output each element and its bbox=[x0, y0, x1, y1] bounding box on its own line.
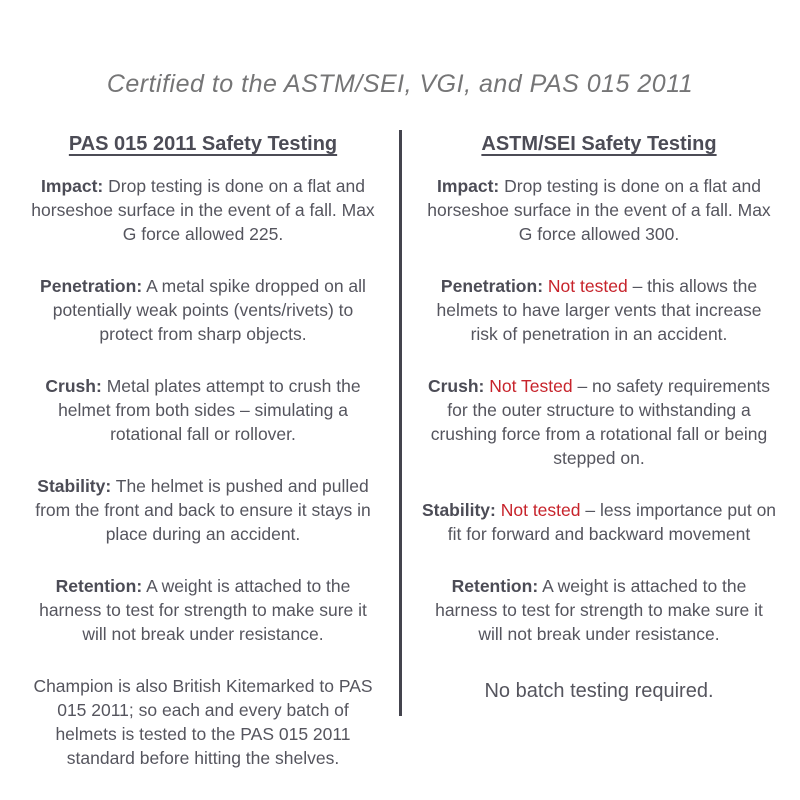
not-tested-highlight: Not Tested bbox=[489, 376, 573, 396]
paragraph-retention bbox=[25, 574, 381, 646]
paragraph-text: Drop testing is done on a flat and horseshoe surface in the event of a fall. Max G force allowed 300. bbox=[427, 176, 771, 244]
astm-sei-heading: ASTM/SEI Safety Testing bbox=[481, 133, 717, 155]
paragraph-text: Drop testing is done on a flat and horseshoe surface in the event of a fall. Max G force allowed 225. bbox=[31, 176, 375, 244]
paragraph-label: Impact: bbox=[437, 176, 500, 196]
paragraph-label: Penetration: bbox=[440, 276, 544, 296]
paragraph-text: The helmet is pushed and pulled from the front and back to ensure it stays in place during an accident. bbox=[35, 476, 371, 544]
not-tested-highlight: Not tested bbox=[547, 276, 628, 296]
paragraph-text: No batch testing required. bbox=[484, 680, 714, 702]
paragraph-text: A weight is attached to the harness to test for strength to make sure it will not break under resistance. bbox=[435, 576, 763, 644]
not-tested-highlight: Not tested bbox=[500, 500, 581, 520]
paragraph-kitemark-note bbox=[25, 674, 381, 770]
paragraph-impact bbox=[25, 174, 381, 246]
paragraph-penetration bbox=[25, 274, 381, 346]
paragraph-stability bbox=[25, 474, 381, 546]
paragraph-crush bbox=[421, 374, 777, 470]
paragraph-label: Crush: bbox=[427, 376, 485, 396]
pas-015-heading: PAS 015 2011 Safety Testing bbox=[68, 133, 338, 155]
paragraph-text: A metal spike dropped on all potentially weak points (vents/rivets) to protect from sharp objects. bbox=[52, 276, 366, 344]
paragraph-impact bbox=[421, 174, 777, 246]
astm-sei-column bbox=[421, 133, 777, 798]
paragraph-label: Stability: bbox=[421, 500, 496, 520]
page-title: Certified to the ASTM/SEI, VGI, and PAS 015 2011 bbox=[106, 70, 694, 98]
paragraph-text: – this allows the helmets to have larger vents that increase risk of penetration in an accident. bbox=[436, 276, 762, 344]
paragraph-label: Crush: bbox=[45, 376, 102, 396]
paragraph-text: Champion is also British Kitemarked to PAS 015 2011; so each and every batch of helmets is tested to the PAS 015 2011 standard before hitting the shelves. bbox=[33, 676, 373, 768]
pas-015-column bbox=[25, 133, 381, 798]
paragraph-label: Stability: bbox=[37, 476, 112, 496]
paragraph-label: Impact: bbox=[41, 176, 104, 196]
paragraph-crush bbox=[25, 374, 381, 446]
paragraph-retention bbox=[421, 574, 777, 646]
paragraph-text: – less importance put on fit for forward and backward movement bbox=[447, 500, 777, 544]
paragraph-label: Penetration: bbox=[40, 276, 143, 296]
paragraph-text: Metal plates attempt to crush the helmet from both sides – simulating a rotational fall or rollover. bbox=[58, 376, 361, 444]
paragraph-stability bbox=[421, 498, 777, 546]
paragraph-penetration bbox=[421, 274, 777, 346]
paragraph-text: – no safety requirements for the outer structure to withstanding a crushing force from a rotational fall or being stepped on. bbox=[430, 376, 771, 468]
paragraph-label: Retention: bbox=[55, 576, 143, 596]
paragraph-text: A weight is attached to the harness to test for strength to make sure it will not break under resistance. bbox=[39, 576, 367, 644]
paragraph-label: Retention: bbox=[451, 576, 539, 596]
column-divider-line bbox=[399, 130, 402, 716]
paragraph-no-batch-testing bbox=[421, 679, 777, 703]
